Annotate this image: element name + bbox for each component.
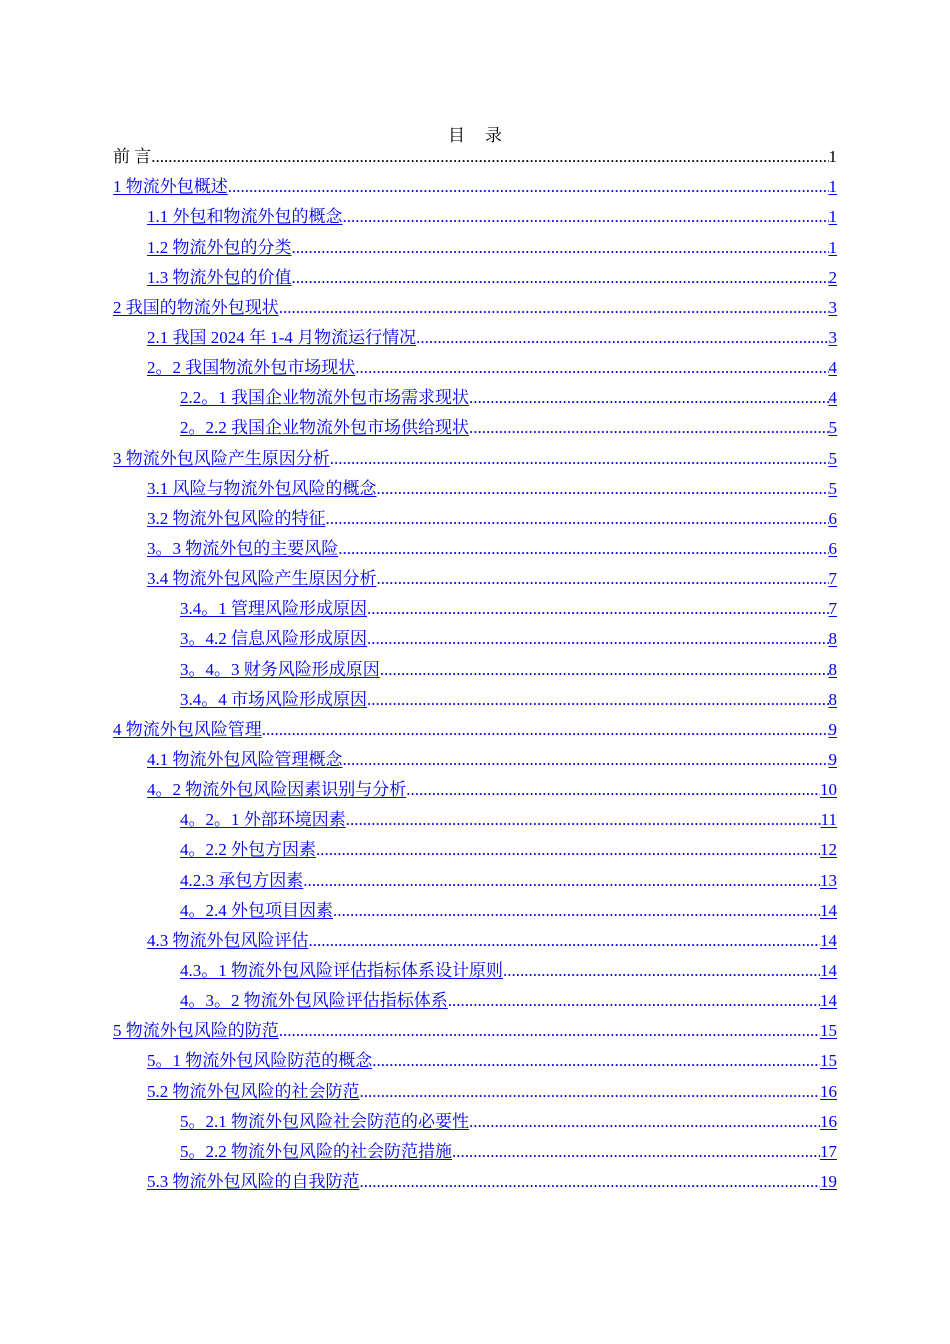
toc-entry-title: 3.4 物流外包风险产生原因分析 [147, 569, 377, 589]
toc-dot-leader [292, 238, 829, 258]
toc-entry-title: 3 物流外包风险产生原因分析 [113, 448, 330, 468]
toc-dot-leader [355, 358, 828, 378]
toc-entry-link[interactable] [113, 1016, 837, 1046]
toc-entry-title: 5。1 物流外包风险防范的概念 [147, 1051, 373, 1071]
toc-entry-title: 4 物流外包风险管理 [113, 719, 262, 739]
toc-entry [113, 142, 837, 172]
toc-entry-title: 3.2 物流外包风险的特征 [147, 508, 326, 528]
toc-page-number: 3 [828, 327, 837, 347]
toc-entry-link[interactable] [113, 926, 837, 956]
toc-entry-link[interactable] [113, 896, 837, 926]
toc-page-number: 8 [828, 629, 837, 649]
toc-entry-link[interactable] [113, 715, 837, 745]
toc-dot-leader [380, 660, 829, 680]
toc-entry-link[interactable] [113, 564, 837, 594]
toc-entry-link[interactable] [113, 1046, 837, 1076]
toc-entry-title: 前 言 [113, 147, 152, 167]
toc-dot-leader [279, 298, 829, 318]
toc-dot-leader [367, 629, 829, 649]
toc-entry-title: 3.1 风险与物流外包风险的概念 [147, 478, 377, 498]
toc-entry-link[interactable] [113, 685, 837, 715]
toc-dot-leader [367, 599, 829, 619]
toc-dot-leader [316, 840, 820, 860]
toc-page-number: 15 [820, 1051, 837, 1071]
toc-entry-title: 3.4。1 管理风险形成原因 [180, 599, 367, 619]
toc-list [113, 142, 837, 1197]
toc-entry-title: 4。2.4 外包项目因素 [180, 900, 333, 920]
toc-dot-leader [333, 901, 820, 921]
toc-page-number: 1 [828, 147, 837, 167]
toc-dot-leader [469, 388, 829, 408]
toc-page-number: 17 [820, 1141, 837, 1161]
toc-entry-title: 1.2 物流外包的分类 [147, 237, 292, 257]
toc-entry-title: 4.3 物流外包风险评估 [147, 930, 309, 950]
toc-page-number: 1 [828, 177, 837, 197]
toc-entry-link[interactable] [113, 745, 837, 775]
toc-page-number: 4 [828, 358, 837, 378]
toc-entry-link[interactable] [113, 654, 837, 684]
toc-dot-leader [262, 720, 829, 740]
toc-page-number: 8 [828, 689, 837, 709]
toc-dot-leader [228, 177, 829, 197]
toc-entry-title: 4.3。1 物流外包风险评估指标体系设计原则 [180, 960, 503, 980]
toc-entry-title: 4。2.2 外包方因素 [180, 840, 316, 860]
toc-page-number: 16 [820, 1081, 837, 1101]
toc-dot-leader [292, 268, 829, 288]
toc-entry-title: 2 我国的物流外包现状 [113, 297, 279, 317]
toc-page-number: 1 [828, 237, 837, 257]
toc-title-left: 目 [448, 126, 465, 145]
toc-page-number: 9 [828, 719, 837, 739]
toc-entry-link[interactable] [113, 263, 837, 293]
toc-dot-leader [377, 569, 829, 589]
toc-entry-link[interactable] [113, 624, 837, 654]
toc-dot-leader [372, 1051, 820, 1071]
toc-entry-link[interactable] [113, 504, 837, 534]
toc-dot-leader [326, 509, 829, 529]
toc-entry-link[interactable] [113, 232, 837, 262]
toc-entry-link[interactable] [113, 534, 837, 564]
toc-page-number: 10 [820, 780, 837, 800]
toc-dot-leader [448, 991, 820, 1011]
toc-dot-leader [377, 479, 829, 499]
toc-dot-leader [343, 750, 829, 770]
toc-page-number: 13 [820, 870, 837, 890]
toc-page-number: 9 [828, 749, 837, 769]
toc-dot-leader [343, 207, 829, 227]
toc-page-number: 14 [820, 930, 837, 950]
toc-entry-link[interactable] [113, 443, 837, 473]
toc-page-number: 14 [820, 900, 837, 920]
toc-entry-title: 5。2.1 物流外包风险社会防范的必要性 [180, 1111, 469, 1131]
toc-entry-link[interactable] [113, 775, 837, 805]
toc-title-right: 录 [485, 126, 502, 145]
toc-entry-link[interactable] [113, 323, 837, 353]
toc-entry-title: 5 物流外包风险的防范 [113, 1021, 279, 1041]
toc-dot-leader [360, 1172, 821, 1192]
toc-page-number: 14 [820, 960, 837, 980]
toc-entry-title: 3.4。4 市场风险形成原因 [180, 689, 367, 709]
toc-entry-title: 4。3。2 物流外包风险评估指标体系 [180, 991, 448, 1011]
toc-entry-link[interactable] [113, 1137, 837, 1167]
toc-entry-link[interactable] [113, 956, 837, 986]
toc-entry-link[interactable] [113, 1107, 837, 1137]
toc-entry-title: 1.1 外包和物流外包的概念 [147, 207, 343, 227]
toc-page-number: 15 [820, 1021, 837, 1041]
toc-dot-leader [452, 1142, 820, 1162]
toc-dot-leader [338, 539, 828, 559]
toc-entry-title: 3。4.2 信息风险形成原因 [180, 629, 367, 649]
toc-dot-leader [151, 147, 828, 167]
toc-entry-title: 4。2 物流外包风险因素识别与分析 [147, 780, 407, 800]
toc-entry-title: 5。2.2 物流外包风险的社会防范措施 [180, 1141, 452, 1161]
toc-entry-title: 1.3 物流外包的价值 [147, 267, 292, 287]
toc-page-number: 14 [820, 991, 837, 1011]
toc-page-number: 16 [820, 1111, 837, 1131]
toc-entry-title: 3。3 物流外包的主要风险 [147, 538, 339, 558]
toc-entry-link[interactable] [113, 986, 837, 1016]
toc-entry-link[interactable] [113, 293, 837, 323]
toc-entry-link[interactable] [113, 865, 837, 895]
toc-entry-title: 3。4。3 财务风险形成原因 [180, 659, 380, 679]
toc-page-number: 5 [828, 478, 837, 498]
toc-entry-title: 2。2 我国物流外包市场现状 [147, 358, 356, 378]
toc-dot-leader [503, 961, 820, 981]
toc-entry-link[interactable] [113, 172, 837, 202]
toc-entry-title: 2.2。1 我国企业物流外包市场需求现状 [180, 388, 469, 408]
toc-dot-leader [416, 328, 828, 348]
toc-page-number: 19 [820, 1171, 837, 1191]
toc-entry-title: 2.1 我国 2024 年 1-4 月物流运行情况 [147, 327, 417, 347]
toc-entry-link[interactable] [113, 835, 837, 865]
toc-entry-title: 2。2.2 我国企业物流外包市场供给现状 [180, 418, 469, 438]
toc-dot-leader [330, 449, 829, 469]
toc-dot-leader [303, 871, 820, 891]
toc-page-number: 2 [828, 267, 837, 287]
toc-entry-link[interactable] [113, 383, 837, 413]
toc-dot-leader [346, 810, 821, 830]
toc-entry-link[interactable] [113, 1076, 837, 1106]
toc-entry-link[interactable] [113, 805, 837, 835]
toc-dot-leader [360, 1082, 821, 1102]
toc-entry-link[interactable] [113, 353, 837, 383]
toc-page-number: 7 [828, 569, 837, 589]
toc-entry-title: 5.2 物流外包风险的社会防范 [147, 1081, 360, 1101]
toc-page-number: 3 [828, 297, 837, 317]
toc-entry-link[interactable] [113, 474, 837, 504]
toc-page-number: 7 [828, 599, 837, 619]
toc-page-number: 4 [828, 388, 837, 408]
toc-entry-title: 4.2.3 承包方因素 [180, 870, 304, 890]
toc-page-number: 12 [820, 840, 837, 860]
toc-dot-leader [469, 1112, 820, 1132]
toc-page-number: 1 [828, 207, 837, 227]
toc-entry-title: 4.1 物流外包风险管理概念 [147, 749, 343, 769]
toc-entry-title: 4。2。1 外部环境因素 [180, 810, 346, 830]
toc-entry-link[interactable] [113, 594, 837, 624]
toc-dot-leader [406, 780, 820, 800]
toc-page-number: 8 [828, 659, 837, 679]
toc-entry-link[interactable] [113, 202, 837, 232]
toc-entry-title: 1 物流外包概述 [113, 177, 228, 197]
toc-entry-link[interactable] [113, 1167, 837, 1197]
toc-page-number: 6 [828, 538, 837, 558]
toc-dot-leader [309, 931, 821, 951]
toc-page-number: 5 [828, 448, 837, 468]
toc-entry-title: 5.3 物流外包风险的自我防范 [147, 1171, 360, 1191]
toc-dot-leader [367, 690, 829, 710]
toc-entry-link[interactable] [113, 413, 837, 443]
toc-dot-leader [469, 418, 829, 438]
toc-page-number: 11 [820, 810, 837, 830]
toc-dot-leader [279, 1021, 820, 1041]
toc-page-number: 5 [828, 418, 837, 438]
toc-page-number: 6 [828, 508, 837, 528]
